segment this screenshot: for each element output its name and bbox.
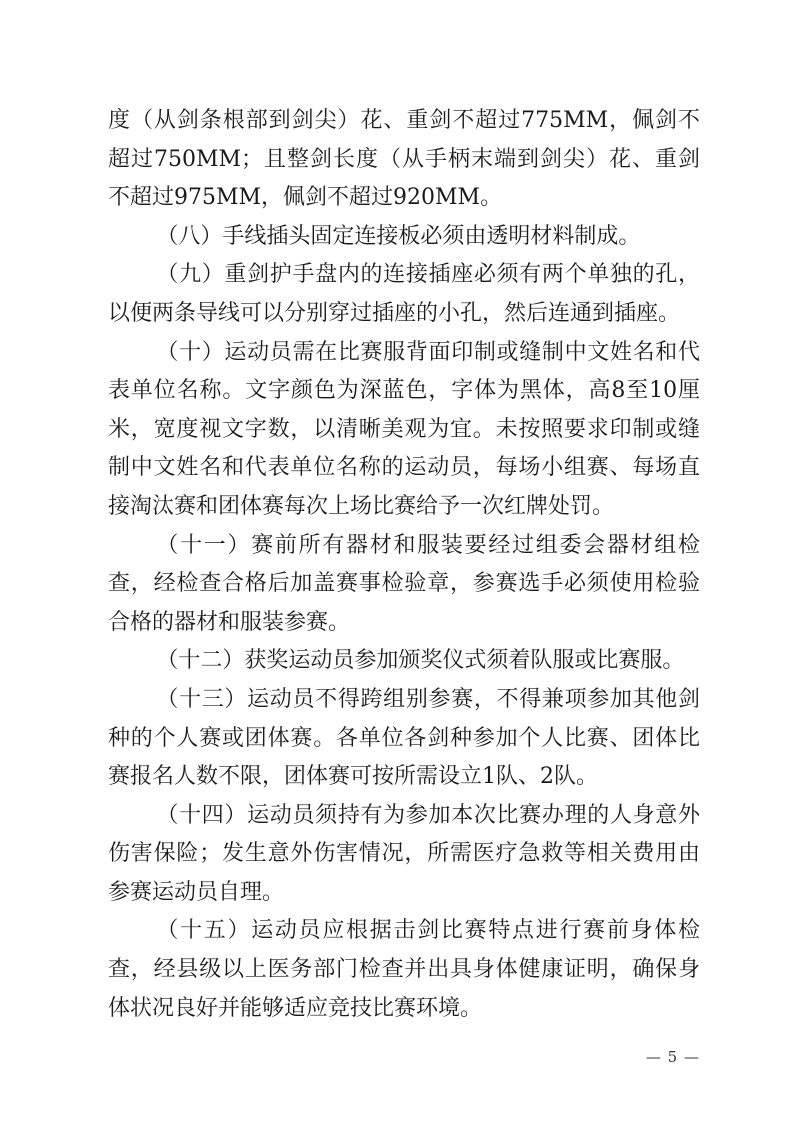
paragraph-item-13: （十三）运动员不得跨组别参赛，不得兼项参加其他剑种的个人赛或团体赛。各单位各剑种参加个人比赛、团体比赛报名人数不限，团体赛可按所需设立1队、2队。 [108,686,700,790]
body-text [108,102,700,1028]
paragraph-item-8: （八）手线插头固定连接板必须由透明材料制成。 [156,223,641,249]
paragraph-item-15: （十五）运动员应根据击剑比赛特点进行赛前身体检查，经县级以上医务部门检查并出具身体健康证明，确保身体状况良好并能够适应竞技比赛环境。 [108,918,700,1021]
paragraph-item-11: （十一）赛前所有器材和服装要经过组委会器材组检查，经检查合格后加盖赛事检验章，参赛选手必须使用检验合格的器材和服装参赛。 [108,532,700,635]
paragraph-item-9: （九）重剑护手盘内的连接插座必须有两个单独的孔，以便两条导线可以分别穿过插座的小孔，然后连通到插座。 [108,262,700,326]
paragraph-item-12: （十二）获奖运动员参加颁奖仪式须着队服或比赛服。 [156,648,685,674]
page-number: — 5 — [645,1048,700,1066]
paragraph-item-10: （十）运动员需在比赛服背面印制或缝制中文姓名和代表单位名称。文字颜色为深蓝色，字体为黑体，高8至10厘米，宽度视文字数，以清晰美观为宜。未按照要求印制或缝制中文姓名和代表单位名称的运动员，每场小组赛、每场直接淘汰赛和团体赛每次上场比赛给予一次红牌处罚。 [108,339,700,519]
paragraph-continuation: 度（从剑条根部到剑尖）花、重剑不超过775MM，佩剑不超过750MM；且整剑长度（从手柄末端到剑尖）花、重剑不超过975MM，佩剑不超过920MM。 [108,108,700,211]
paragraph-item-14: （十四）运动员须持有为参加本次比赛办理的人身意外伤害保险；发生意外伤害情况，所需医疗急救等相关费用由参赛运动员自理。 [108,802,700,905]
